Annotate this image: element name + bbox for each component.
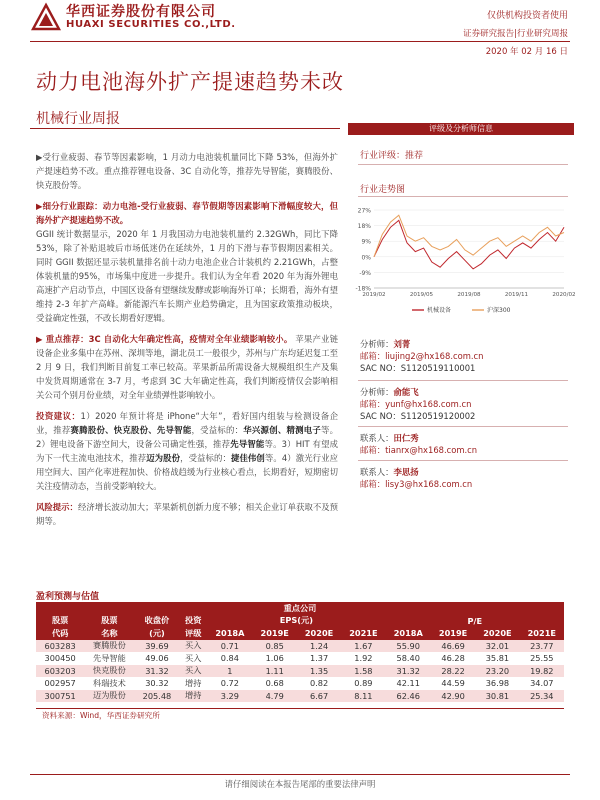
analyst-sac: SAC NO：S1120519120002 — [360, 411, 476, 421]
legend-label: 机械设备 — [427, 307, 452, 315]
investment-label: 投资建议： — [36, 411, 81, 421]
header-cell: (元) — [135, 627, 180, 640]
analyst-2 — [360, 386, 475, 422]
table-bottom-rule — [36, 708, 564, 709]
table-row — [36, 640, 564, 653]
table-cell: 3.29 — [207, 690, 252, 703]
table-cell: 28.22 — [431, 665, 475, 678]
table-cell: 31.32 — [386, 665, 431, 678]
table-cell: 62.46 — [386, 690, 431, 703]
table-cell: 买入 — [179, 665, 207, 678]
chart-y-ticks — [355, 208, 371, 293]
contact-role: 联系人： — [360, 467, 394, 477]
table-cell: 603203 — [36, 665, 84, 678]
y-tick-label: 0% — [361, 254, 371, 262]
analyst-name: 刘菁 — [393, 339, 411, 349]
risk-text: 经济增长波动加大；苹果新机创新力度不够；相关企业订单获取不及预期等。 — [36, 502, 339, 526]
industry-rating: 行业评级：推荐 — [360, 151, 424, 161]
table-header-row — [36, 615, 564, 628]
lithium-text: GGII 统计数据显示，2020 年 1 月我国动力电池装机量约 2.32GWh，同比下降 53%，除了补贴退坡后市场低迷仍在延续外，1 月的下滑与春节假期因素相关。同时 GGII 数据还显示装机量排名前十动力电池企业合计装机约 2.21GWh，占整体装机量的95%，市场集中度进一步提升。我们认为全年看 2020 年为海外锂电高速扩产启动节点，中国区设备有望继续发酵或影响海外订单；长期看，海外有望维持 2-3 年扩产高峰。新能源汽车长期产业趋势确定，且为国家政策推动板块，受益确定性强，不改长期看好逻辑。 — [36, 229, 338, 323]
analyst-sac: SAC NO：S1120519110001 — [360, 363, 476, 373]
table-cell: 42.11 — [396, 678, 420, 689]
investment-text-1: 1）2020 年预计将是 iPhone“大年”，看好国内组装与检测设备企业，推荐 — [36, 411, 338, 435]
table-cell: 1.11 — [253, 665, 297, 678]
year-cell: 2018A — [386, 627, 431, 640]
investment-text-3: 等。2）锂电设备下游空间大，设备公司确定性强，推荐 — [36, 425, 339, 449]
header-divider — [30, 41, 570, 42]
eps-header-cell: EPS(元) — [207, 615, 385, 628]
risk-label: 风险提示： — [36, 502, 78, 512]
company-name-cn: 华西证券股份有限公司 — [66, 4, 216, 20]
table-cell: 0.89 — [354, 678, 373, 689]
header-cell: 投资 — [179, 615, 207, 628]
analyst-role: 分析师： — [360, 339, 394, 349]
table-cell: 赛腾股份 — [84, 640, 134, 653]
table-cell: 31.32 — [135, 665, 180, 678]
table-cell: 23.77 — [520, 640, 564, 653]
table-cell: 1 — [207, 665, 252, 678]
table-cell: 0.72 — [220, 678, 239, 689]
table-cell: 34.07 — [530, 678, 554, 689]
trend-chart-label: 行业走势图 — [360, 185, 406, 195]
subtitle-divider — [30, 128, 340, 129]
analyst-email[interactable]: 邮箱：liujing2@hx168.com.cn — [360, 351, 484, 361]
audience-note: 仅供机构投资者使用 — [486, 11, 568, 21]
y-tick-label: -9% — [359, 269, 371, 277]
recommendation-section — [36, 332, 338, 402]
table-cell: 0.85 — [253, 640, 297, 653]
year-cell: 2021E — [520, 627, 564, 640]
table-cell: 1.35 — [297, 665, 341, 678]
table-cell: 8.11 — [341, 690, 385, 703]
table-cell: 先导智能 — [93, 652, 126, 663]
table-cell: 300450 — [44, 653, 76, 664]
header-cell: 评级 — [179, 627, 207, 640]
year-cell: 2020E — [475, 627, 519, 640]
table-cell: 23.20 — [475, 665, 519, 678]
y-tick-label: 9% — [361, 238, 371, 246]
industry-trend-chart — [350, 202, 576, 322]
investment-bold-2: 华兴源创、精测电子 — [243, 425, 322, 435]
contact-1 — [360, 432, 477, 456]
risk-section — [36, 500, 338, 528]
header-cell: 名称 — [84, 627, 134, 640]
table-cell: 增持 — [179, 690, 207, 703]
table-cell: 0.68 — [265, 678, 284, 689]
table-cell: 买入 — [185, 652, 202, 663]
investment-text-4: 等。3）HIT 有望成为下一代主流电池技术，推荐 — [36, 439, 339, 463]
year-cell: 2020E — [297, 627, 341, 640]
contact-name: 田仁秀 — [393, 433, 419, 443]
table-cell: 46.69 — [431, 640, 475, 653]
header-cell: 收盘价 — [135, 615, 180, 628]
table-source: 资料来源：Wind，华西证券研究所 — [42, 711, 160, 720]
table-cell: 迈为股份 — [84, 690, 134, 703]
contact-name: 李思扬 — [393, 467, 419, 477]
y-tick-label: 18% — [357, 223, 371, 231]
table-cell: 35.81 — [485, 653, 510, 664]
report-type: 证券研究报告|行业研究周报 — [463, 29, 568, 39]
table-subheader-row — [36, 627, 564, 640]
table-cell: 002957 — [44, 678, 76, 689]
table-cell: 1.06 — [265, 653, 284, 664]
table-row — [36, 690, 564, 703]
table-cell: 1.92 — [354, 653, 373, 664]
table-cell: 1.67 — [341, 640, 385, 653]
table-cell: 44.59 — [441, 678, 465, 689]
table-cell: 36.98 — [485, 678, 510, 689]
analyst-divider — [358, 426, 568, 427]
table-cell: 1.37 — [309, 653, 329, 664]
forecast-table — [36, 602, 564, 702]
table-cell: 买入 — [179, 640, 207, 653]
chart-x-ticks — [362, 292, 575, 298]
y-tick-label: 27% — [357, 207, 371, 215]
table-cell: 6.67 — [297, 690, 341, 703]
investment-text-6: 等。4）激光行业应用空间大、国产化率进程加快、价格战趋缓为行业核心看点，长期看好，短期密切关注疫情动态，当前受影响较大。 — [36, 453, 339, 491]
contact-role: 联系人： — [360, 433, 394, 443]
recommendation-heading: ▶ 重点推荐：3C 自动化大年确定性高，疫情对全年业绩影响较小。 — [36, 334, 293, 344]
table-cell: 快克股份 — [84, 665, 134, 678]
table-cell: 增持 — [185, 677, 202, 688]
x-tick-label: 2020/02 — [552, 292, 576, 298]
analyst-1 — [360, 338, 483, 374]
year-cell: 2018A — [207, 627, 252, 640]
table-cell: 32.01 — [475, 640, 519, 653]
report-subtitle: 机械行业周报 — [36, 111, 120, 127]
table-cell: 49.06 — [145, 653, 169, 664]
table-cell: 0.71 — [207, 640, 252, 653]
table-cell: 55.90 — [386, 640, 431, 653]
table-group-row — [36, 602, 564, 615]
report-date: 2020 年 02 月 16 日 — [485, 47, 568, 57]
table-cell: 30.81 — [475, 690, 519, 703]
series-line-0 — [374, 220, 564, 269]
table-cell: 46.28 — [441, 653, 465, 664]
investment-text-5: ，受益标的： — [180, 453, 231, 463]
header-cell: 代码 — [36, 627, 84, 640]
table-cell: 25.55 — [530, 653, 554, 664]
table-cell: 205.48 — [135, 690, 180, 703]
contact-email[interactable]: 邮箱：lisy3@hx168.com.cn — [360, 479, 473, 489]
pe-header-cell: P/E — [386, 615, 564, 628]
report-title: 动力电池海外扩产提速趋势未改 — [36, 70, 344, 94]
table-row — [36, 652, 564, 665]
lithium-heading: ▶细分行业跟踪：动力电池-受行业疲弱、春节假期等因素影响下滑幅度较大，但海外扩产提速趋势不改。 — [36, 201, 338, 225]
x-tick-label: 2019/11 — [504, 292, 529, 298]
main-content — [36, 150, 338, 535]
analyst-name: 俞能飞 — [393, 387, 419, 397]
table-cell: 4.79 — [253, 690, 297, 703]
investment-section — [36, 409, 338, 493]
table-cell: 0.82 — [309, 678, 329, 689]
rating-divider — [358, 164, 568, 165]
table-cell: 39.69 — [135, 640, 180, 653]
table-row — [36, 677, 564, 690]
table-cell: 科瑞技术 — [93, 677, 126, 688]
group-header-cell: 重点公司 — [36, 602, 564, 615]
analyst-email[interactable]: 邮箱：yunf@hx168.com.cn — [360, 399, 472, 409]
forecast-table-title: 盈利预测与估值 — [36, 592, 100, 602]
rating-analyst-header: 评级及分析师信息 — [348, 123, 574, 135]
investment-bold-4: 迈为股份 — [146, 453, 181, 463]
table-cell: 1.58 — [341, 665, 385, 678]
investment-bold-5: 捷佳伟创 — [230, 453, 265, 463]
table-cell: 300751 — [36, 690, 84, 703]
legal-disclaimer: 请仔细阅读在本报告尾部的重要法律声明 — [224, 779, 376, 789]
y-tick-label: -18% — [355, 285, 371, 293]
year-cell: 2019E — [431, 627, 475, 640]
chart-legend — [412, 306, 511, 314]
table-cell: 42.90 — [431, 690, 475, 703]
year-cell: 2021E — [341, 627, 385, 640]
investment-text-2: ，受益标的： — [191, 425, 244, 435]
table-cell: 603283 — [36, 640, 84, 653]
analyst-role: 分析师： — [360, 387, 394, 397]
investment-bold-1: 赛腾股份、快克股份、先导智能 — [70, 425, 192, 435]
table-cell: 19.82 — [520, 665, 564, 678]
company-logo-icon — [32, 4, 60, 30]
investment-bold-3: 先导智能 — [230, 439, 265, 449]
header-cell: 股票 — [36, 615, 84, 628]
contact-email[interactable]: 邮箱：tianrx@hx168.com.cn — [360, 445, 478, 455]
lithium-section — [36, 199, 338, 325]
recommendation-text: 苹果产业链设备企业多集中在苏州、深圳等地，湖北员工一般很少，苏州与广东均延迟复工至 2 月 9 日，我们判断目前复工率已较高。苹果新品所需设备大规模组织生产及集中发货周期通常在 3-7 月，考虑到 3C 大年确定性高，我们判断疫情仅会影响相关公司个别月份业绩，对全年业绩弹性影响较小。 — [36, 334, 338, 400]
contact-divider — [358, 460, 568, 461]
header-cell: 股票 — [84, 615, 134, 628]
contact-2 — [360, 466, 472, 490]
table-row — [36, 665, 564, 678]
series-line-1 — [374, 215, 564, 257]
table-body — [36, 640, 564, 703]
x-tick-label: 2019/02 — [362, 292, 386, 298]
table-cell: 25.34 — [520, 690, 564, 703]
chart-lines — [374, 215, 564, 269]
year-cell: 2019E — [253, 627, 297, 640]
table-cell: 30.32 — [145, 678, 169, 689]
company-name-en: HUAXI SECURITIES CO.,LTD. — [66, 19, 236, 30]
chart-grid — [374, 210, 564, 288]
legend-label: 沪深300 — [487, 307, 511, 315]
analyst-divider — [358, 380, 568, 381]
x-tick-label: 2019/08 — [457, 292, 481, 298]
x-tick-label: 2019/05 — [409, 292, 434, 298]
summary-paragraph: ▶受行业疲弱、春节等因素影响，1 月动力电池装机量同比下降 53%，但海外扩产提速趋势不改。重点推荐锂电设备、3C 自动化等，推荐先导智能，赛腾股份、快克股份等。 — [36, 152, 338, 190]
table-cell: 58.40 — [396, 653, 420, 664]
footer-divider — [30, 774, 570, 775]
trend-divider — [358, 196, 568, 197]
table-cell: 1.24 — [297, 640, 341, 653]
table-cell: 0.84 — [220, 653, 239, 664]
